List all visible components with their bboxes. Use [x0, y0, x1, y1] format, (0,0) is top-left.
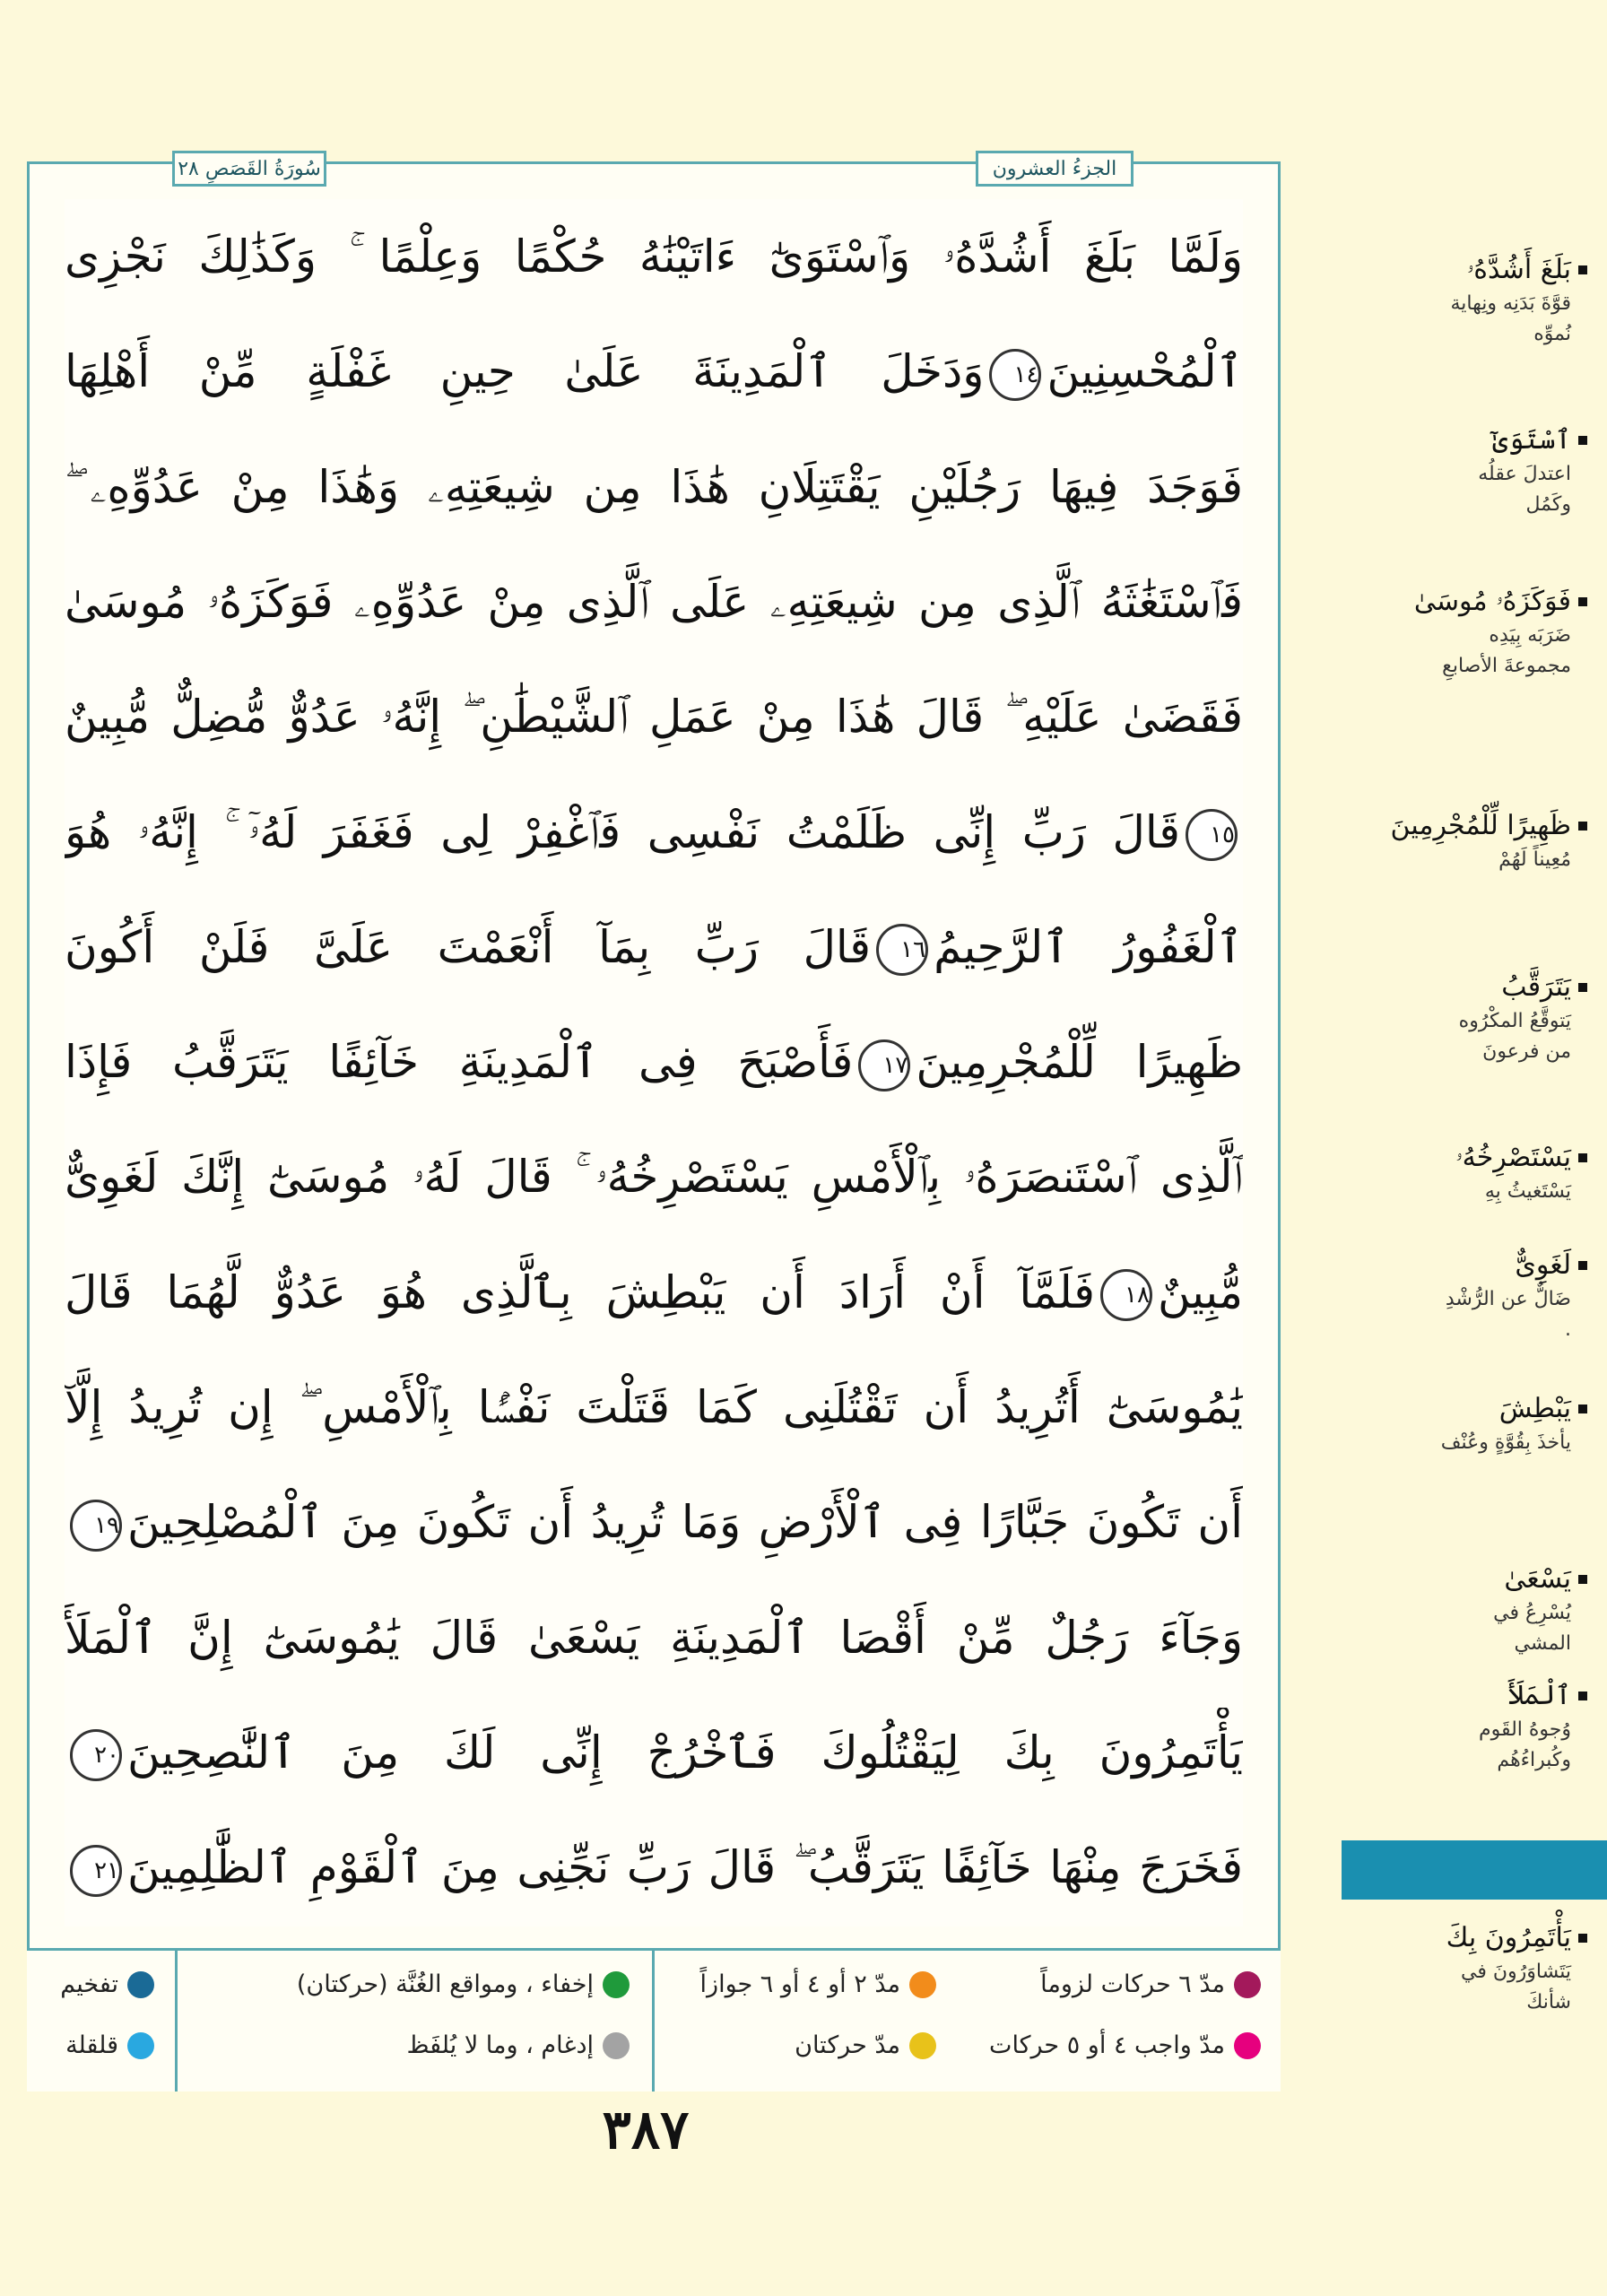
glossary-term: لَغَوِىٌّ [1300, 1247, 1587, 1284]
bullet-icon [1578, 436, 1587, 445]
glossary-entry [1300, 251, 1587, 350]
legend-item-ikhfa: إخفاء ، ومواقع الغُنَّة (حركتان) [297, 1970, 630, 1998]
verse-line [65, 442, 1243, 532]
verse-line [65, 1132, 1243, 1222]
verse-text: ٱلْمُحْسِنِينَ [1047, 345, 1243, 398]
glossary-term: يَبْطِشَ [1300, 1390, 1587, 1428]
verse-line [65, 1362, 1243, 1452]
glossary-term: يَأْتَمِرُونَ بِكَ [1300, 1919, 1587, 1957]
ayah-number-marker: ١٦ [876, 924, 928, 976]
verse-line [65, 1017, 1243, 1107]
verse-line [65, 902, 1243, 992]
legend-item-madd-jawaz: مدّ ٢ أو ٤ أو ٦ جوازاً [700, 1970, 936, 1998]
surah-header: سُورَةُ القَصَصِ ٢٨ [172, 151, 326, 187]
glossary-definition: ضَرَبَه بِيَدِه مجموعةَ الأصابعِ [1442, 624, 1571, 677]
verse-text: فَلَمَّآ أَنْ أَرَادَ أَن يَبْطِشَ بِٱلَّذِى هُوَ عَدُوٌّ لَّهُمَا قَالَ [65, 1265, 1095, 1318]
glossary-term: يَسْتَصْرِخُهُۥ [1300, 1139, 1587, 1177]
glossary-sidebar [1295, 251, 1607, 2099]
ayah-number-marker: ٢١ [70, 1845, 122, 1897]
glossary-definition: اعتدلَ عقلُه وكَمُل [1478, 463, 1571, 516]
glossary-entry [1300, 1139, 1587, 1207]
verse-text: فَأَصْبَحَ فِى ٱلْمَدِينَةِ خَآئِفًا يَتَرَقَّبُ فَإِذَا [65, 1036, 854, 1089]
glossary-term: ظَهِيرًا لِّلْمُجْرِمِينَ [1300, 807, 1587, 845]
verse-line [65, 1822, 1243, 1912]
verse-text: يَٰمُوسَىٰٓ أَتُرِيدُ أَن تَقْتُلَنِى كَمَا قَتَلْتَ نَفْسًۢا بِٱلْأَمْسِ ۖ إِن تُرِيدُ إِلَّآ [65, 1381, 1243, 1433]
legend-item-tafkhim: تفخيم [60, 1970, 154, 1998]
verse-text: ٱلَّذِى ٱسْتَنصَرَهُۥ بِٱلْأَمْسِ يَسْتَصْرِخُهُۥ ۚ قَالَ لَهُۥ مُوسَىٰٓ إِنَّكَ لَغَوِىٌّ [65, 1151, 1243, 1204]
glossary-entry [1300, 807, 1587, 875]
glossary-entry [1300, 1390, 1587, 1458]
legend-item-idgham: إدغام ، وما لا يُلفَظ [407, 2031, 630, 2059]
legend-dot [127, 1971, 154, 1998]
glossary-definition: يَتوقَّعُ المكْرُوه من فرعونَ [1458, 1010, 1571, 1063]
glossary-term: فَوَكَزَهُۥ مُوسَىٰ [1300, 583, 1587, 621]
verse-text: أَن تَكُونَ جَبَّارًا فِى ٱلْأَرْضِ وَمَا تُرِيدُ أَن تَكُونَ مِنَ ٱلْمُصْلِحِينَ [127, 1496, 1243, 1549]
bullet-icon [1578, 1575, 1587, 1584]
legend-item-qalqala: قلقلة [65, 2031, 154, 2059]
glossary-definition: يَسْتَغيثُ بِهِ [1484, 1180, 1571, 1203]
verse-text: قَالَ رَبِّ إِنِّى ظَلَمْتُ نَفْسِى فَٱغْفِرْ لِى فَغَفَرَ لَهُۥٓ ۚ إِنَّهُۥ هُوَ [65, 805, 1180, 858]
verse-line [65, 1593, 1243, 1683]
legend-item-madd-wajib: مدّ واجب ٤ أو ٥ حركات [989, 2031, 1261, 2059]
bullet-icon [1578, 1261, 1587, 1270]
bullet-icon [1578, 822, 1587, 831]
bullet-icon [1578, 1153, 1587, 1162]
glossary-entry [1300, 1677, 1587, 1776]
bullet-icon [1578, 1405, 1587, 1413]
verse-text: وَلَمَّا بَلَغَ أَشُدَّهُۥ وَٱسْتَوَىٰٓ ءَاتَيْنَٰهُ حُكْمًا وَعِلْمًا ۚ وَكَذَٰلِكَ نَجْزِى [65, 230, 1243, 283]
verse-line [65, 672, 1243, 761]
legend-dot [1234, 2032, 1261, 2059]
bullet-icon [1578, 983, 1587, 992]
glossary-term: ٱسْتَوَىٰٓ [1300, 422, 1587, 459]
ayah-number-marker: ٢٠ [70, 1729, 122, 1781]
glossary-entry [1300, 1919, 1587, 2018]
glossary-definition: يُسْرِعُ في المشي [1493, 1602, 1571, 1655]
glossary-definition: يأخذَ بِقُوَّةٍ وعُنْف [1440, 1431, 1571, 1454]
accent-bar [1342, 1840, 1607, 1900]
glossary-entry [1300, 422, 1587, 520]
ayah-number-marker: ١٧ [858, 1039, 910, 1091]
verse-text: فَٱسْتَغَٰثَهُ ٱلَّذِى مِن شِيعَتِهِۦ عَلَى ٱلَّذِى مِنْ عَدُوِّهِۦ فَوَكَزَهُۥ مُوسَىٰ [65, 575, 1243, 628]
verse-line [65, 1248, 1243, 1337]
verse-text: وَدَخَلَ ٱلْمَدِينَةَ عَلَىٰ حِينِ غَفْلَةٍ مِّنْ أَهْلِهَا [65, 345, 985, 398]
glossary-definition: قوَّةَ بَدَنِه ونِهاية نُموِّه [1450, 292, 1571, 345]
verse-text: ظَهِيرًا لِّلْمُجْرِمِينَ [916, 1036, 1243, 1089]
legend-item-madd-6: مدّ ٦ حركات لزوماً [1040, 1970, 1261, 1998]
legend-divider [652, 1951, 655, 2092]
verse-text-area [65, 199, 1243, 1926]
bullet-icon [1578, 597, 1587, 606]
legend-dot [909, 2032, 936, 2059]
glossary-term: بَلَغَ أَشُدَّهُۥ [1300, 251, 1587, 289]
legend-dot [603, 1971, 630, 1998]
verse-line [65, 787, 1243, 877]
verse-text: فَخَرَجَ مِنْهَا خَآئِفًا يَتَرَقَّبُ ۖ قَالَ رَبِّ نَجِّنِى مِنَ ٱلْقَوْمِ ٱلظَّٰلِمِينَ [127, 1841, 1243, 1894]
legend-dot [1234, 1971, 1261, 1998]
glossary-term: ٱلْمَلَأَ [1300, 1677, 1587, 1715]
verse-text: فَقَضَىٰ عَلَيْهِ ۖ قَالَ هَٰذَا مِنْ عَمَلِ ٱلشَّيْطَٰنِ ۖ إِنَّهُۥ عَدُوٌّ مُّضِلٌّ مُّبِينٌ [65, 691, 1243, 744]
bullet-icon [1578, 1934, 1587, 1943]
ayah-number-marker: ١٨ [1100, 1269, 1152, 1321]
verse-line [65, 212, 1243, 301]
legend-dot [909, 1971, 936, 1998]
glossary-term: يَتَرَقَّبُ [1300, 969, 1587, 1006]
legend-item-madd-2: مدّ حركتان [795, 2031, 936, 2059]
verse-line [65, 1477, 1243, 1567]
glossary-entry [1300, 969, 1587, 1067]
verse-line [65, 1708, 1243, 1797]
page-number: ٣٨٧ [602, 2099, 690, 2161]
verse-text: مُّبِينٌ [1157, 1265, 1243, 1318]
glossary-term: يَسْعَىٰ [1300, 1561, 1587, 1598]
verse-text: ٱلْغَفُورُ ٱلرَّحِيمُ [934, 920, 1243, 973]
glossary-definition: يَتَشاوَرُونَ في شأنكَ [1461, 1961, 1571, 2013]
legend-divider [175, 1951, 178, 2092]
verse-text: قَالَ رَبِّ بِمَآ أَنْعَمْتَ عَلَىَّ فَلَنْ أَكُونَ [65, 920, 872, 973]
glossary-entry [1300, 1561, 1587, 1659]
legend-dot [127, 2032, 154, 2059]
verse-line [65, 326, 1243, 416]
glossary-entry [1300, 1247, 1587, 1345]
ayah-number-marker: ١٤ [989, 349, 1041, 401]
verse-text: يَأْتَمِرُونَ بِكَ لِيَقْتُلُوكَ فَٱخْرُجْ إِنِّى لَكَ مِنَ ٱلنَّٰصِحِينَ [127, 1726, 1243, 1779]
ayah-number-marker: ١٩ [70, 1500, 122, 1552]
verse-text: وَجَآءَ رَجُلٌ مِّنْ أَقْصَا ٱلْمَدِينَةِ يَسْعَىٰ قَالَ يَٰمُوسَىٰٓ إِنَّ ٱلْمَلَأَ [65, 1611, 1243, 1664]
verse-text: فَوَجَدَ فِيهَا رَجُلَيْنِ يَقْتَتِلَانِ هَٰذَا مِن شِيعَتِهِۦ وَهَٰذَا مِنْ عَدُوِّهِۦ ۖ [65, 460, 1243, 513]
glossary-definition: وُجوهُ القَوم وكُبراءُهُم [1478, 1718, 1571, 1771]
glossary-definition: مُعِيناً لَهُمْ [1498, 848, 1571, 871]
ayah-number-marker: ١٥ [1186, 809, 1238, 861]
legend-dot [603, 2032, 630, 2059]
glossary-definition: ضَالٌّ عن الرُّشْدِ . [1445, 1288, 1571, 1341]
glossary-entry [1300, 583, 1587, 682]
tajweed-legend [27, 1948, 1281, 2092]
juz-header: الجزءُ العشرون [976, 151, 1134, 187]
verse-line [65, 557, 1243, 647]
bullet-icon [1578, 1692, 1587, 1700]
bullet-icon [1578, 265, 1587, 274]
